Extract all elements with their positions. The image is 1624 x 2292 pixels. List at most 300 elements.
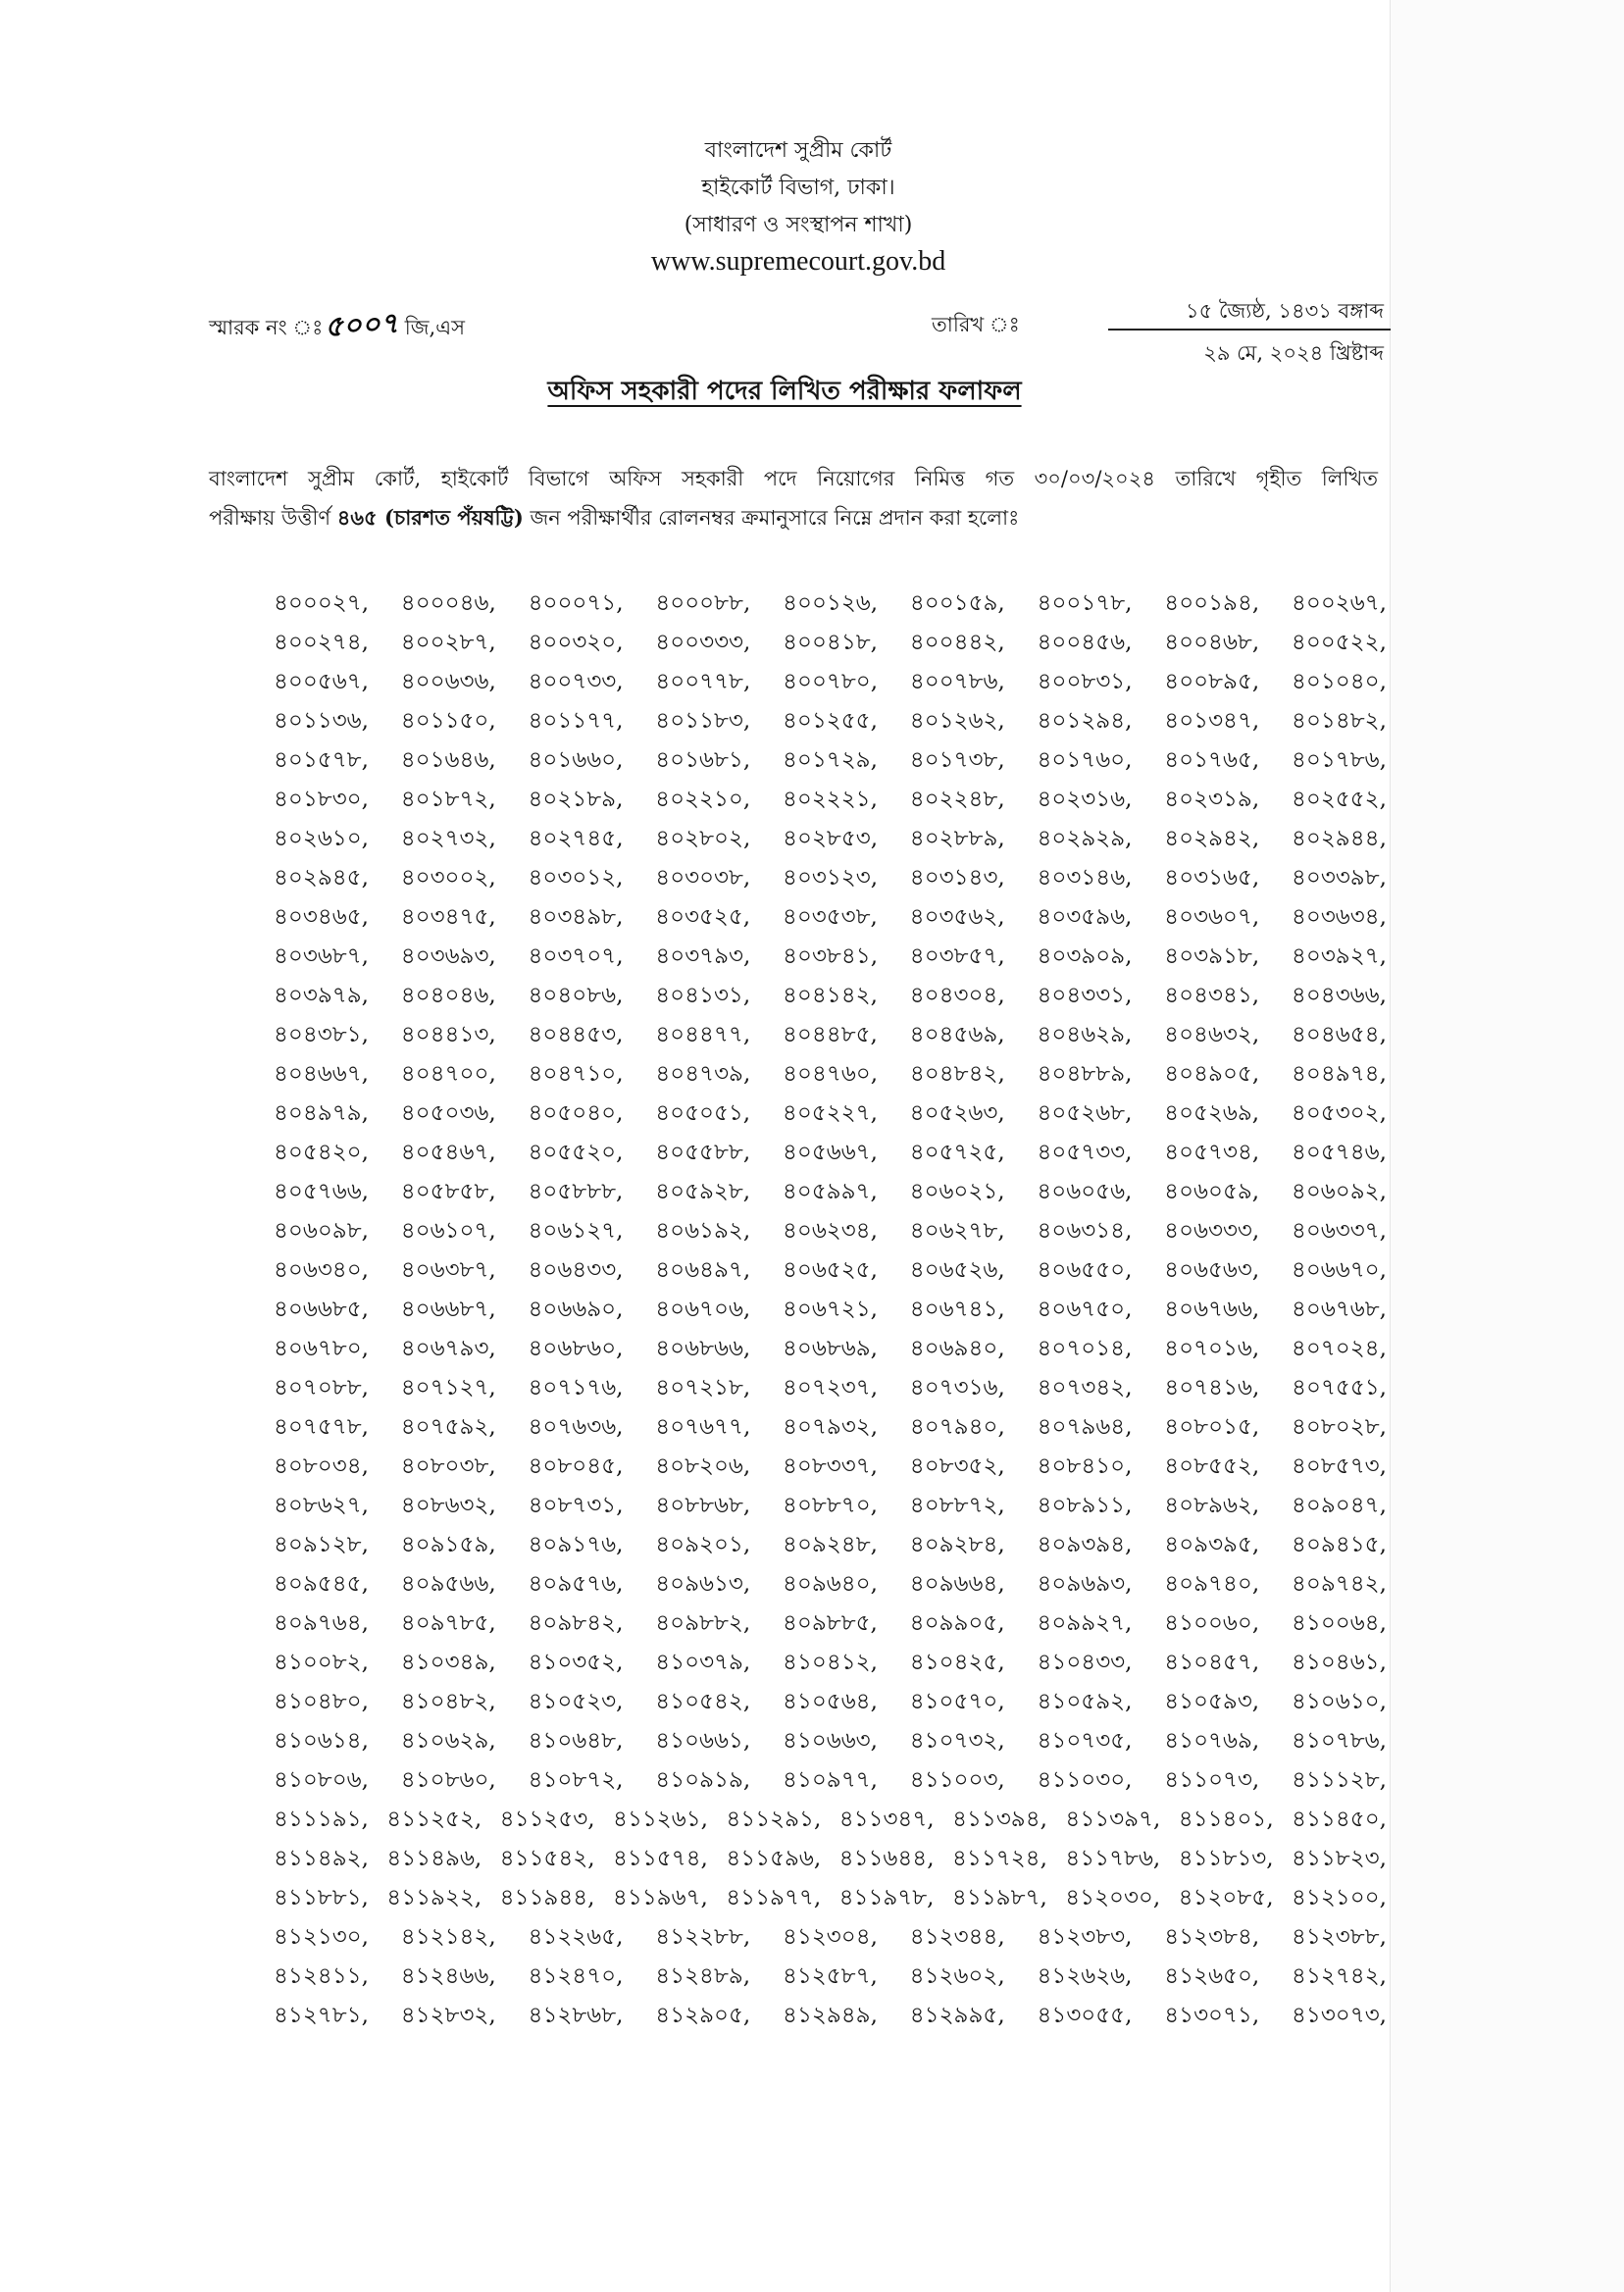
- roll-number: ৪০৩৯২৭,: [1291, 943, 1387, 969]
- date-bengali-calendar: ১৫ জ্যৈষ্ঠ, ১৪৩১ বঙ্গাব্দ: [1108, 292, 1391, 331]
- roll-number: ৪১২০৩০,: [1065, 1885, 1161, 1910]
- roll-number: ৪০৪৪৭৭,: [655, 1022, 751, 1047]
- roll-number: ৪০৯৪১৫,: [1292, 1532, 1387, 1557]
- roll-number: ৪০৯১২৮,: [274, 1532, 369, 1557]
- roll-number: ৪০৪৮৮৯,: [1037, 1061, 1133, 1087]
- intro-line-1: বাংলাদেশ সুপ্রীম কোর্ট, হাইকোর্ট বিভাগে অফিস সহকারী পদে নিয়োগের নিমিত্ত গত ৩০/০৩/২০২৪ তারিখে গৃহীত লিখিত: [209, 467, 1378, 490]
- roll-number: ৪১২৮৬৮,: [528, 2003, 624, 2028]
- roll-row: [274, 1015, 1387, 1054]
- roll-number: ৪০৮৪১০,: [1037, 1453, 1133, 1479]
- letterhead: [504, 132, 1092, 280]
- roll-row: [274, 1447, 1387, 1486]
- roll-number: ৪০৬৬৮৫,: [274, 1297, 369, 1322]
- roll-number: ৪০৮৫৫২,: [1164, 1453, 1260, 1479]
- roll-row: [274, 780, 1387, 819]
- roll-number: ৪০৯৩৯৫,: [1164, 1532, 1260, 1557]
- roll-number: ৪০৮৩৩৭,: [783, 1453, 878, 1479]
- roll-number: ৪১২৩৮৪,: [1164, 1924, 1260, 1950]
- roll-number: ৪০০০৪৬,: [400, 590, 496, 616]
- roll-number: ৪০৮৮৬৮,: [655, 1493, 751, 1518]
- roll-number: ৪০৬১০৭,: [400, 1218, 496, 1244]
- roll-row: [274, 1721, 1387, 1760]
- roll-number: ৪১১০০৩,: [909, 1767, 1005, 1793]
- roll-row: [274, 897, 1387, 937]
- roll-number: ৪১০৩৫২,: [528, 1650, 624, 1675]
- roll-number: ৪১০৭৮৬,: [1292, 1728, 1387, 1754]
- roll-number: ৪০২৯২৯,: [1037, 826, 1133, 851]
- roll-number: ৪০৫২৬৮,: [1037, 1100, 1133, 1126]
- roll-number: ৪১০৫৯৩,: [1164, 1689, 1260, 1714]
- roll-row: [274, 1604, 1387, 1643]
- section-name: (সাধারণ ও সংস্থাপন শাখা): [684, 213, 913, 237]
- roll-number: ৪১২৭৪২,: [1292, 1963, 1387, 1989]
- scanned-page-edge: [1390, 0, 1624, 2292]
- roll-number: ৪০৯৫৬৬,: [400, 1571, 496, 1597]
- roll-number: ৪০৪১৩১,: [655, 983, 751, 1008]
- roll-number: ৪০২৬১০,: [274, 826, 369, 851]
- date-block: [1108, 292, 1391, 372]
- roll-number: ৪০৭৯৪০,: [909, 1414, 1005, 1440]
- roll-number: ৪০৫০৩৬,: [400, 1100, 496, 1126]
- roll-number: ৪০৮৩৫২,: [909, 1453, 1005, 1479]
- roll-number: ৪০৯৬৬৪,: [909, 1571, 1005, 1597]
- roll-number: ৪০০৭৭৮,: [655, 669, 751, 694]
- roll-number: ৪০১২৯৪,: [1037, 708, 1133, 734]
- roll-number: ৪০৮৮৭২,: [909, 1493, 1005, 1518]
- roll-number: ৪০৭০১৪,: [1037, 1336, 1133, 1361]
- roll-number: ৪১১৭২৪,: [951, 1846, 1047, 1871]
- roll-number: ৪১১৫৭৪,: [612, 1846, 708, 1871]
- roll-number: ৪০০৮৯৫,: [1164, 669, 1260, 694]
- roll-number: ৪০২৩১৯,: [1164, 787, 1260, 812]
- roll-number: ৪০৩৪৯৮,: [528, 904, 624, 930]
- roll-number: ৪০৬৯৪০,: [909, 1336, 1005, 1361]
- roll-row: [274, 1407, 1387, 1447]
- roll-number: ৪০৩০৩৮,: [655, 865, 751, 891]
- roll-number: ৪০৫৫২০,: [528, 1140, 624, 1165]
- roll-number: ৪১২৩৮৩,: [1037, 1924, 1133, 1950]
- roll-number: ৪০৩৭০৭,: [528, 943, 624, 969]
- roll-number: ৪১১৭৮৬,: [1065, 1846, 1161, 1871]
- roll-number: ৪১১২৫৩,: [499, 1807, 595, 1832]
- roll-number: ৪০২১৮৯,: [528, 787, 624, 812]
- roll-number: ৪০১১৮৩,: [655, 708, 751, 734]
- roll-number: ৪০৫৭৬৬,: [274, 1179, 369, 1204]
- roll-number: ৪০৩৫৩৮,: [782, 904, 878, 930]
- roll-number: ৪০৫২৬৩,: [909, 1100, 1005, 1126]
- roll-number: ৪০৫৪৬৭,: [400, 1140, 496, 1165]
- roll-number: ৪০৮৬৩২,: [400, 1493, 496, 1518]
- roll-number: ৪০৬৭০৬,: [655, 1297, 751, 1322]
- roll-number: ৪০৭১৭৬,: [528, 1375, 624, 1401]
- roll-number: ৪০৭৯৩২,: [783, 1414, 879, 1440]
- roll-number: ৪১২৮৩২,: [400, 2003, 496, 2028]
- roll-number: ৪০৬০৫৯,: [1164, 1179, 1260, 1204]
- roll-number: ৪০৩১৪৬,: [1037, 865, 1133, 891]
- roll-number: ৪০৬১৯২,: [655, 1218, 751, 1244]
- roll-number: ৪০০৬৩৬,: [400, 669, 496, 694]
- roll-number: ৪১১৪৯৬,: [386, 1846, 482, 1871]
- roll-number: ৪০৩৫২৫,: [655, 904, 751, 930]
- roll-number: ৪০৩৬৯৩,: [400, 943, 496, 969]
- memo-reference: [209, 307, 465, 342]
- roll-row: [274, 1760, 1387, 1800]
- roll-number: ৪১২১৩০,: [274, 1924, 369, 1950]
- roll-number: ৪০৩৬০৭,: [1164, 904, 1260, 930]
- roll-number: ৪০৫৮৫৮,: [400, 1179, 496, 1204]
- roll-number: ৪০৮০৪৫,: [528, 1453, 624, 1479]
- roll-number: ৪০১৬৪৬,: [400, 747, 496, 773]
- roll-number: ৪০৪৬৩২,: [1164, 1022, 1260, 1047]
- roll-number: ৪০৯২০১,: [655, 1532, 751, 1557]
- date-label: তারিখ ঃ: [932, 313, 1020, 336]
- roll-number: ৪০৬৮৬৬,: [655, 1336, 751, 1361]
- roll-number: ৪০৩০০২,: [400, 865, 496, 891]
- roll-number: ৪০২৫৫২,: [1291, 787, 1387, 812]
- roll-number: ৪১৩০৭১,: [1164, 2003, 1260, 2028]
- roll-row: [274, 937, 1387, 976]
- roll-number: ৪০৮৯৬২,: [1164, 1493, 1260, 1518]
- roll-number: ৪০৮০১৫,: [1164, 1414, 1260, 1440]
- roll-number: ৪১০০৬০,: [1164, 1610, 1260, 1636]
- roll-number: ৪১৩০৭৩,: [1292, 2003, 1387, 2028]
- roll-number: ৪০৫৭৩৩,: [1037, 1140, 1133, 1165]
- intro-line-2: [209, 498, 1378, 537]
- roll-number: ৪০১১৫০,: [400, 708, 496, 734]
- passed-count: ৪৬৫ (চারশত পঁয়ষট্টি): [336, 505, 524, 530]
- roll-number: ৪০০৪৬৮,: [1164, 630, 1260, 655]
- roll-number: ৪১১৪৫০,: [1292, 1807, 1387, 1832]
- roll-row: [274, 1996, 1387, 2035]
- roll-row: [274, 623, 1387, 662]
- roll-number: ৪১২০৮৫,: [1178, 1885, 1274, 1910]
- roll-row: [274, 976, 1387, 1015]
- roll-number: ৪০০৩৩৩,: [655, 630, 751, 655]
- roll-row: [274, 1250, 1387, 1290]
- roll-number: ৪১১৮৮১,: [274, 1885, 369, 1910]
- roll-row: [274, 1054, 1387, 1094]
- roll-number: ৪০৬৫২৬,: [909, 1257, 1005, 1283]
- roll-number: ৪০০০৭১,: [528, 590, 624, 616]
- roll-number: ৪১১৩৯৪,: [952, 1807, 1047, 1832]
- roll-row: [274, 1133, 1387, 1172]
- roll-number: ৪০০১২৬,: [783, 590, 879, 616]
- roll-number: ৪০৪৭০০,: [400, 1061, 496, 1087]
- roll-number: ৪০৫৮৮৮,: [528, 1179, 624, 1204]
- roll-number: ৪০৪৯৭৪,: [1291, 1061, 1387, 1087]
- roll-number: ৪০৪৬২৯,: [1037, 1022, 1133, 1047]
- roll-number: ৪০৯৬৪০,: [782, 1571, 878, 1597]
- memo-label: স্মারক নং ঃ: [209, 316, 324, 339]
- roll-row: [274, 1525, 1387, 1564]
- roll-number: ৪০৪৯০৫,: [1164, 1061, 1260, 1087]
- roll-number: ৪০২৮৮৯,: [909, 826, 1005, 851]
- roll-number: ৪০৭৫৯২,: [400, 1414, 496, 1440]
- roll-number: ৪১০৯১৯,: [655, 1767, 751, 1793]
- roll-number: ৪০৬৩১৪,: [1037, 1218, 1133, 1244]
- roll-number: ৪১১৮১৩,: [1178, 1846, 1274, 1871]
- roll-number: ৪০৫০৫১,: [655, 1100, 751, 1126]
- roll-number: ৪০২৯৪২,: [1164, 826, 1260, 851]
- roll-number: ৪০৩৯০৯,: [1037, 943, 1133, 969]
- roll-number: ৪০৩৯১৮,: [1164, 943, 1260, 969]
- roll-number: ৪০৩৫৯৬,: [1037, 904, 1133, 930]
- roll-number: ৪১২৬০২,: [909, 1963, 1005, 1989]
- roll-number: ৪০৯৮৮৫,: [782, 1610, 878, 1636]
- roll-number: ৪০০৮৩১,: [1037, 669, 1133, 694]
- roll-number: ৪১০৭৬৯,: [1164, 1728, 1260, 1754]
- roll-number: ৪০০৭৮৬,: [909, 669, 1005, 694]
- roll-number: ৪০৭১২৭,: [400, 1375, 496, 1401]
- roll-number: ৪১১৫৯৬,: [726, 1846, 822, 1871]
- roll-number: ৪০৬২৩৪,: [782, 1218, 878, 1244]
- roll-number: ৪০৬৭৯৩,: [400, 1336, 496, 1361]
- roll-number: ৪১০৬১০,: [1291, 1689, 1387, 1714]
- roll-number: ৪০৬০৯৮,: [274, 1218, 369, 1244]
- roll-number: ৪০৪৬৫৪,: [1291, 1022, 1387, 1047]
- roll-number: ৪১৩০৫৫,: [1037, 2003, 1133, 2028]
- roll-number: ৪১১১৯১,: [274, 1807, 369, 1832]
- roll-row: [274, 740, 1387, 780]
- division-name: হাইকোর্ট বিভাগ, ঢাকা।: [701, 176, 895, 200]
- roll-number: ৪১১৪০১,: [1178, 1807, 1274, 1832]
- roll-row: [274, 819, 1387, 858]
- roll-number: ৪০৭০৮৮,: [274, 1375, 369, 1401]
- roll-number: ৪০৭৯৬৪,: [1037, 1414, 1133, 1440]
- roll-number: ৪১১৮২৩,: [1292, 1846, 1387, 1871]
- roll-number: ৪০০৭৮০,: [783, 669, 879, 694]
- roll-row: [274, 1878, 1387, 1917]
- roll-number: ৪০৩৭৯৩,: [655, 943, 751, 969]
- roll-number: ৪১১০৩০,: [1037, 1767, 1133, 1793]
- roll-number: ৪০৬৩৮৭,: [400, 1257, 496, 1283]
- roll-number: ৪০০০২৭,: [274, 590, 370, 616]
- roll-number: ৪১০৩৪৯,: [400, 1650, 496, 1675]
- roll-number: ৪০১৮৭২,: [400, 787, 496, 812]
- roll-number: ৪০৭৬৩৬,: [528, 1414, 624, 1440]
- roll-number: ৪০৭২১৮,: [655, 1375, 751, 1401]
- roll-number: ৪১১৪৯২,: [274, 1846, 369, 1871]
- roll-number: ৪১২৬২৬,: [1037, 1963, 1133, 1989]
- roll-number: ৪১১৯৭৮,: [838, 1885, 935, 1910]
- roll-number: ৪০১৬৬০,: [528, 747, 624, 773]
- roll-number: ৪০২৯৪৫,: [274, 865, 369, 891]
- roll-row: [274, 1917, 1387, 1957]
- roll-number: ৪০০৫৬৭,: [274, 669, 369, 694]
- roll-number: ৪০৩১২৩,: [783, 865, 879, 891]
- roll-number: ৪০৪৩০৪,: [909, 983, 1005, 1008]
- roll-row: [274, 1682, 1387, 1721]
- roll-number: ৪০৩৪৭৫,: [400, 904, 496, 930]
- roll-number: ৪১১৯৬৭,: [612, 1885, 708, 1910]
- roll-number: ৪১২২৬৫,: [528, 1924, 624, 1950]
- roll-number: ৪০৯৫৭৬,: [528, 1571, 624, 1597]
- roll-number: ৪০১৬৮১,: [655, 747, 751, 773]
- roll-row: [274, 1290, 1387, 1329]
- roll-number: ৪১০৫৬৪,: [782, 1689, 878, 1714]
- roll-number: ৪০৪৫৬৯,: [909, 1022, 1005, 1047]
- roll-number: ৪০৮০২৮,: [1292, 1414, 1387, 1440]
- roll-number: ৪০৬২৭৮,: [909, 1218, 1005, 1244]
- roll-number: ৪১০৪৬১,: [1292, 1650, 1387, 1675]
- roll-row: [274, 1172, 1387, 1211]
- roll-number: ৪১০৪৩৩,: [1037, 1650, 1133, 1675]
- roll-number: ৪০০১৫৯,: [909, 590, 1005, 616]
- roll-number: ৪০৪১৪২,: [782, 983, 878, 1008]
- roll-row: [274, 1329, 1387, 1368]
- roll-row: [274, 1368, 1387, 1407]
- roll-number: ৪০৬৫৫০,: [1037, 1257, 1133, 1283]
- roll-number: ৪০৬৫৬৩,: [1164, 1257, 1260, 1283]
- roll-row: [274, 1094, 1387, 1133]
- roll-number: ৪০০১৭৮,: [1037, 590, 1133, 616]
- roll-row: [274, 1564, 1387, 1604]
- roll-number: ৪০০৪৪২,: [909, 630, 1005, 655]
- roll-number: ৪১০৫২৩,: [528, 1689, 624, 1714]
- roll-number: ৪১০৬৬৩,: [782, 1728, 878, 1754]
- roll-number: ৪০৯১৫৯,: [400, 1532, 496, 1557]
- roll-number: ৪১২২৮৮,: [655, 1924, 751, 1950]
- roll-row: [274, 1211, 1387, 1250]
- roll-number: ৪১০৭৩২,: [909, 1728, 1005, 1754]
- intro-paragraph: [209, 459, 1378, 537]
- roll-number: ৪১১৯৮৭,: [951, 1885, 1047, 1910]
- roll-number: ৪০৪৭১০,: [528, 1061, 624, 1087]
- roll-number: ৪১০৫৭০,: [909, 1689, 1005, 1714]
- roll-number: ৪০২৭৪৫,: [528, 826, 624, 851]
- roll-number: ৪০৫২৬৯,: [1164, 1100, 1260, 1126]
- roll-number: ৪১০৬১৪,: [274, 1728, 369, 1754]
- roll-number: ৪১০৪৫৭,: [1164, 1650, 1260, 1675]
- roll-number: ৪০৭০১৬,: [1164, 1336, 1260, 1361]
- roll-number: ৪০১২৫৫,: [783, 708, 878, 734]
- roll-number: ৪১০৮৬০,: [400, 1767, 496, 1793]
- roll-number: ৪১১৩৯৭,: [1065, 1807, 1161, 1832]
- roll-number: ৪০৫৭২৫,: [909, 1140, 1005, 1165]
- roll-number: ৪১২৬৫০,: [1164, 1963, 1260, 1989]
- roll-number: ৪১১২৯১,: [726, 1807, 822, 1832]
- roll-number: ৪১১৫৪২,: [499, 1846, 595, 1871]
- roll-number: ৪০৬৩৪০,: [274, 1257, 369, 1283]
- roll-number: ৪১০৮৭২,: [528, 1767, 624, 1793]
- roll-number: ৪১০৯৭৭,: [783, 1767, 878, 1793]
- roll-number: ৪০৬০২১,: [909, 1179, 1005, 1204]
- roll-number: ৪০৭৬৭৭,: [655, 1414, 751, 1440]
- roll-number: ৪০৯৭৬৪,: [274, 1610, 369, 1636]
- roll-number: ৪০৯১৭৬,: [528, 1532, 624, 1557]
- roll-number: ৪০৪৪১৩,: [400, 1022, 496, 1047]
- roll-number: ৪১০০৬৪,: [1291, 1610, 1387, 1636]
- roll-number: ৪১০৬৪৮,: [528, 1728, 624, 1754]
- roll-row: [274, 1839, 1387, 1878]
- roll-number: ৪০৮৬২৭,: [274, 1493, 369, 1518]
- roll-number: ৪১২৭৮১,: [274, 2003, 369, 2028]
- roll-number: ৪০৯৭৪০,: [1164, 1571, 1260, 1597]
- roll-number: ৪১২৯৯৫,: [909, 2003, 1005, 2028]
- roll-row: [274, 1957, 1387, 1996]
- roll-number: ৪০৬৩৩৩,: [1164, 1218, 1260, 1244]
- roll-number: ৪০০০৮৮,: [655, 590, 751, 616]
- roll-number: ৪১২৩৪৪,: [909, 1924, 1005, 1950]
- roll-number: ৪০৯২৮৪,: [909, 1532, 1005, 1557]
- roll-number: ৪০০৫২২,: [1291, 630, 1387, 655]
- roll-number: ৪০৭২৩৭,: [783, 1375, 879, 1401]
- roll-number: ৪০১৪৮২,: [1292, 708, 1387, 734]
- roll-number: ৪০৬০৯২,: [1291, 1179, 1387, 1204]
- roll-number: ৪১১৩৪৭,: [838, 1807, 935, 1832]
- roll-number: ৪১২৯৪৯,: [783, 2003, 878, 2028]
- roll-number: ৪০৬৭৬৬,: [1164, 1297, 1260, 1322]
- roll-number: ৪০৭৫৭৮,: [274, 1414, 369, 1440]
- roll-number: ৪০৪৩৩১,: [1037, 983, 1133, 1008]
- roll-number: ৪০১৭৬৫,: [1164, 747, 1260, 773]
- roll-number: ৪০৬৪৩৩,: [528, 1257, 624, 1283]
- roll-number: ৪০৪৩৪১,: [1164, 983, 1260, 1008]
- roll-number: ৪০৪০৮৬,: [528, 983, 624, 1008]
- roll-row: [274, 1643, 1387, 1682]
- roll-number: ৪০১২৬২,: [909, 708, 1005, 734]
- court-name: বাংলাদেশ সুপ্রীম কোর্ট: [704, 138, 892, 163]
- roll-number: ৪১১২৫২,: [386, 1807, 482, 1832]
- roll-number: ৪০৩৮৫৭,: [909, 943, 1005, 969]
- roll-number: ৪০১৭৬০,: [1037, 747, 1133, 773]
- roll-number: ৪০২২১০,: [655, 787, 751, 812]
- roll-number: ৪১২৪৭০,: [528, 1963, 624, 1989]
- roll-number: ৪০৬০৫৬,: [1037, 1179, 1133, 1204]
- roll-number: ৪০০৪১৮,: [783, 630, 878, 655]
- roll-number: ৪১১৬৪৪,: [838, 1846, 935, 1871]
- roll-number: ৪১২৪১১,: [274, 1963, 369, 1989]
- roll-number: ৪০৩৩৯৮,: [1292, 865, 1387, 891]
- roll-number: ৪০৬৫২৫,: [782, 1257, 878, 1283]
- roll-number: ৪০৩৯৭৯,: [274, 983, 369, 1008]
- roll-number: ৪০০৩২০,: [528, 630, 624, 655]
- roll-number: ৪০৩৬৩৪,: [1291, 904, 1387, 930]
- roll-number: ৪০১১৩৬,: [274, 708, 369, 734]
- roll-number: ৪১০৪১২,: [783, 1650, 878, 1675]
- roll-number: ৪১০৩৭৯,: [655, 1650, 751, 1675]
- roll-number: ৪০৬৭৫০,: [1037, 1297, 1133, 1322]
- roll-row: [274, 1800, 1387, 1839]
- roll-number: ৪০২৯৪৪,: [1291, 826, 1387, 851]
- roll-row: [274, 858, 1387, 897]
- roll-number: ৪০৫৫৮৮,: [655, 1140, 751, 1165]
- roll-number: ৪১১৯৪৪,: [499, 1885, 595, 1910]
- roll-number: ৪০০২৭৪,: [274, 630, 369, 655]
- roll-number: ৪০৯৫৪৫,: [274, 1571, 369, 1597]
- roll-number: ৪০৮২০৬,: [655, 1453, 751, 1479]
- roll-number: ৪০১১৭৭,: [528, 708, 624, 734]
- roll-number: ৪০৩৬৮৭,: [274, 943, 369, 969]
- document-title-text: অফিস সহকারী পদের লিখিত পরীক্ষার ফলাফল: [547, 377, 1022, 406]
- roll-number: ৪০৬৮৬০,: [528, 1336, 624, 1361]
- roll-number: ৪০৮৮৭০,: [783, 1493, 878, 1518]
- roll-number: ৪১২৪৮৯,: [655, 1963, 751, 1989]
- roll-number: ৪০৯০৪৭,: [1291, 1493, 1387, 1518]
- roll-number: ৪০৩৪৬৫,: [274, 904, 369, 930]
- roll-number: ৪০১৭৩৮,: [909, 747, 1005, 773]
- roll-number: ৪০৯৯২৭,: [1037, 1610, 1133, 1636]
- roll-number: ৪০৭৩১৬,: [909, 1375, 1005, 1401]
- roll-number: ৪১১২৬১,: [613, 1807, 708, 1832]
- roll-number: ৪০১৭৮৬,: [1292, 747, 1387, 773]
- roll-number: ৪১২৩৮৮,: [1292, 1924, 1387, 1950]
- roll-number: ৪০৭৫৫১,: [1292, 1375, 1387, 1401]
- roll-number: ৪০০২৮৭,: [400, 630, 496, 655]
- roll-number: ৪০৪৭৬০,: [783, 1061, 879, 1087]
- roll-number: ৪০১০৪০,: [1291, 669, 1387, 694]
- memo-suffix: জি,এস: [404, 316, 466, 339]
